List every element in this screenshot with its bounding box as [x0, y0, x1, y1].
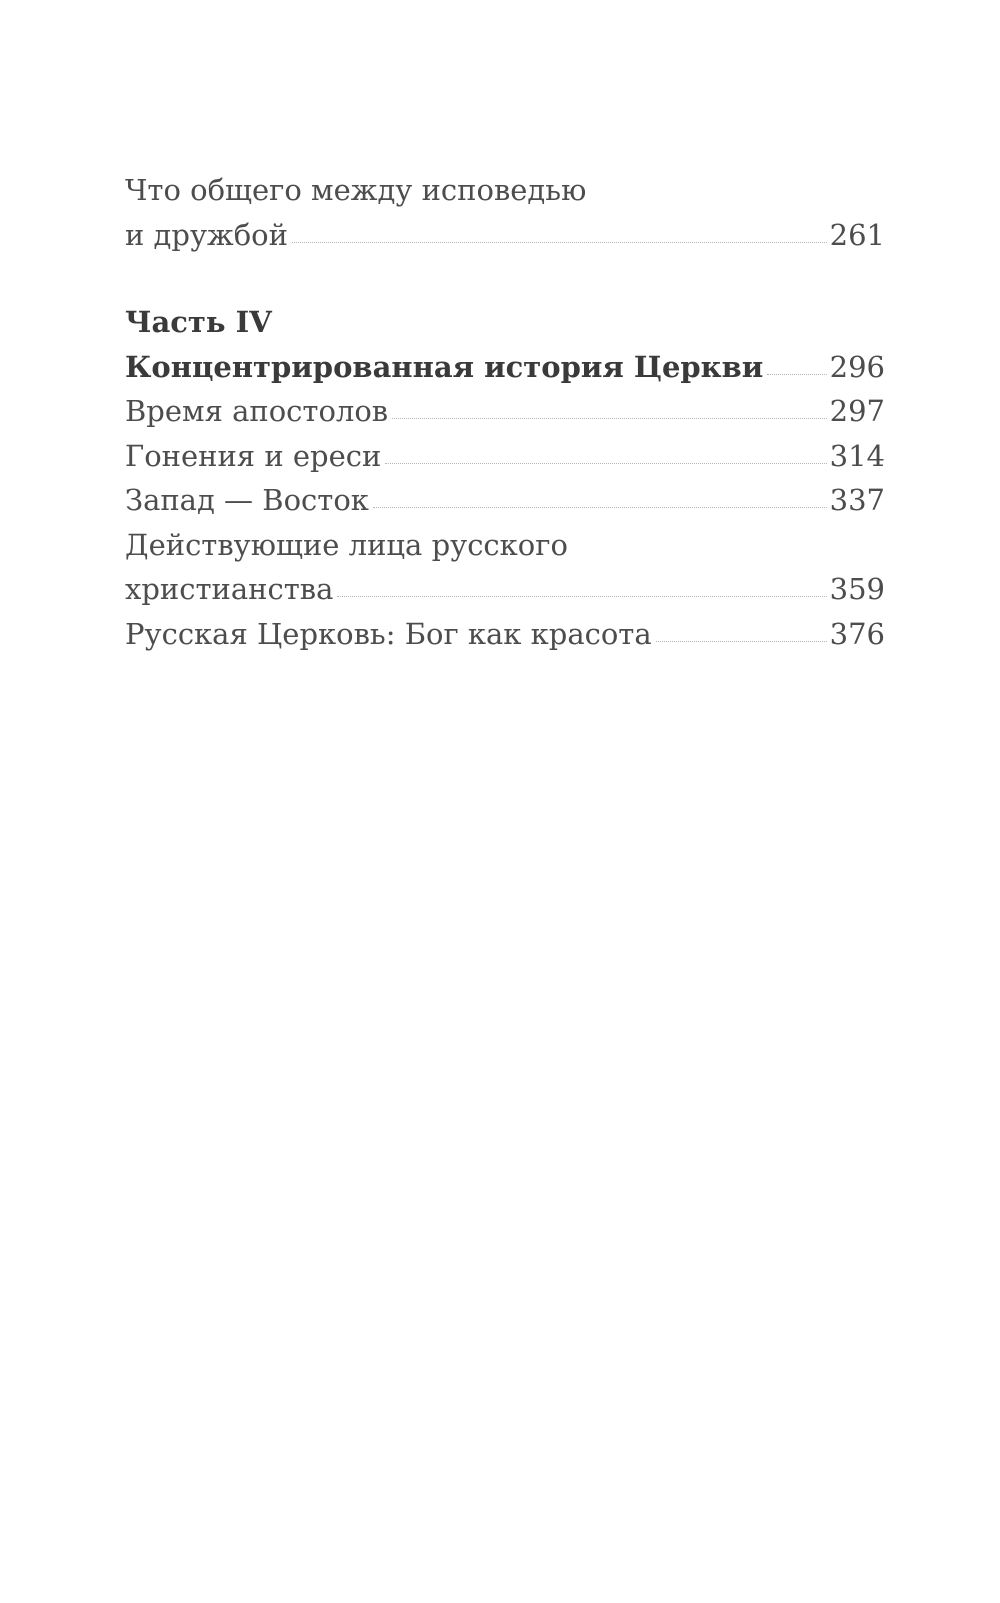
toc-entry-apostles[interactable]	[125, 389, 885, 434]
toc-entry-title: Время апостолов	[125, 394, 389, 428]
toc-page-number: 359	[829, 572, 885, 606]
toc-page-number: 314	[829, 438, 885, 473]
toc-entry-title-line1: Что общего между исповедью	[125, 173, 587, 207]
dot-leader	[656, 640, 827, 642]
dot-leader	[292, 241, 827, 243]
table-of-contents	[125, 168, 885, 656]
section-spacer	[125, 257, 885, 300]
toc-entry-persecutions[interactable]	[125, 434, 885, 479]
toc-entry-title: Гонения и ереси	[125, 438, 382, 473]
part-title: Концентрированная история Церкви	[125, 349, 764, 384]
dot-leader	[392, 417, 827, 419]
dot-leader	[385, 462, 826, 464]
part-label: Часть IV	[125, 305, 272, 339]
toc-entry-title: Русская Церковь: Бог как красота	[125, 616, 652, 651]
dot-leader	[373, 506, 827, 508]
toc-part-4[interactable]	[125, 300, 885, 389]
toc-page-number: 376	[829, 616, 885, 651]
toc-entry-title-line2: и дружбой	[125, 217, 288, 252]
toc-entry-title-line2: христианства	[125, 572, 334, 606]
toc-entry-title-line1: Действующие лица русского	[125, 527, 568, 562]
toc-page-number: 296	[829, 349, 885, 384]
toc-entry-confession-friendship[interactable]	[125, 168, 885, 257]
dot-leader	[337, 595, 826, 597]
toc-entry-title: Запад — Восток	[125, 483, 369, 517]
toc-page-number: 297	[829, 394, 885, 428]
toc-page-number: 337	[829, 483, 885, 517]
toc-entry-god-as-beauty[interactable]	[125, 612, 885, 657]
toc-entry-west-east[interactable]	[125, 478, 885, 523]
toc-page-number: 261	[829, 217, 885, 252]
toc-entry-russian-christianity[interactable]	[125, 523, 885, 612]
dot-leader	[767, 373, 826, 375]
